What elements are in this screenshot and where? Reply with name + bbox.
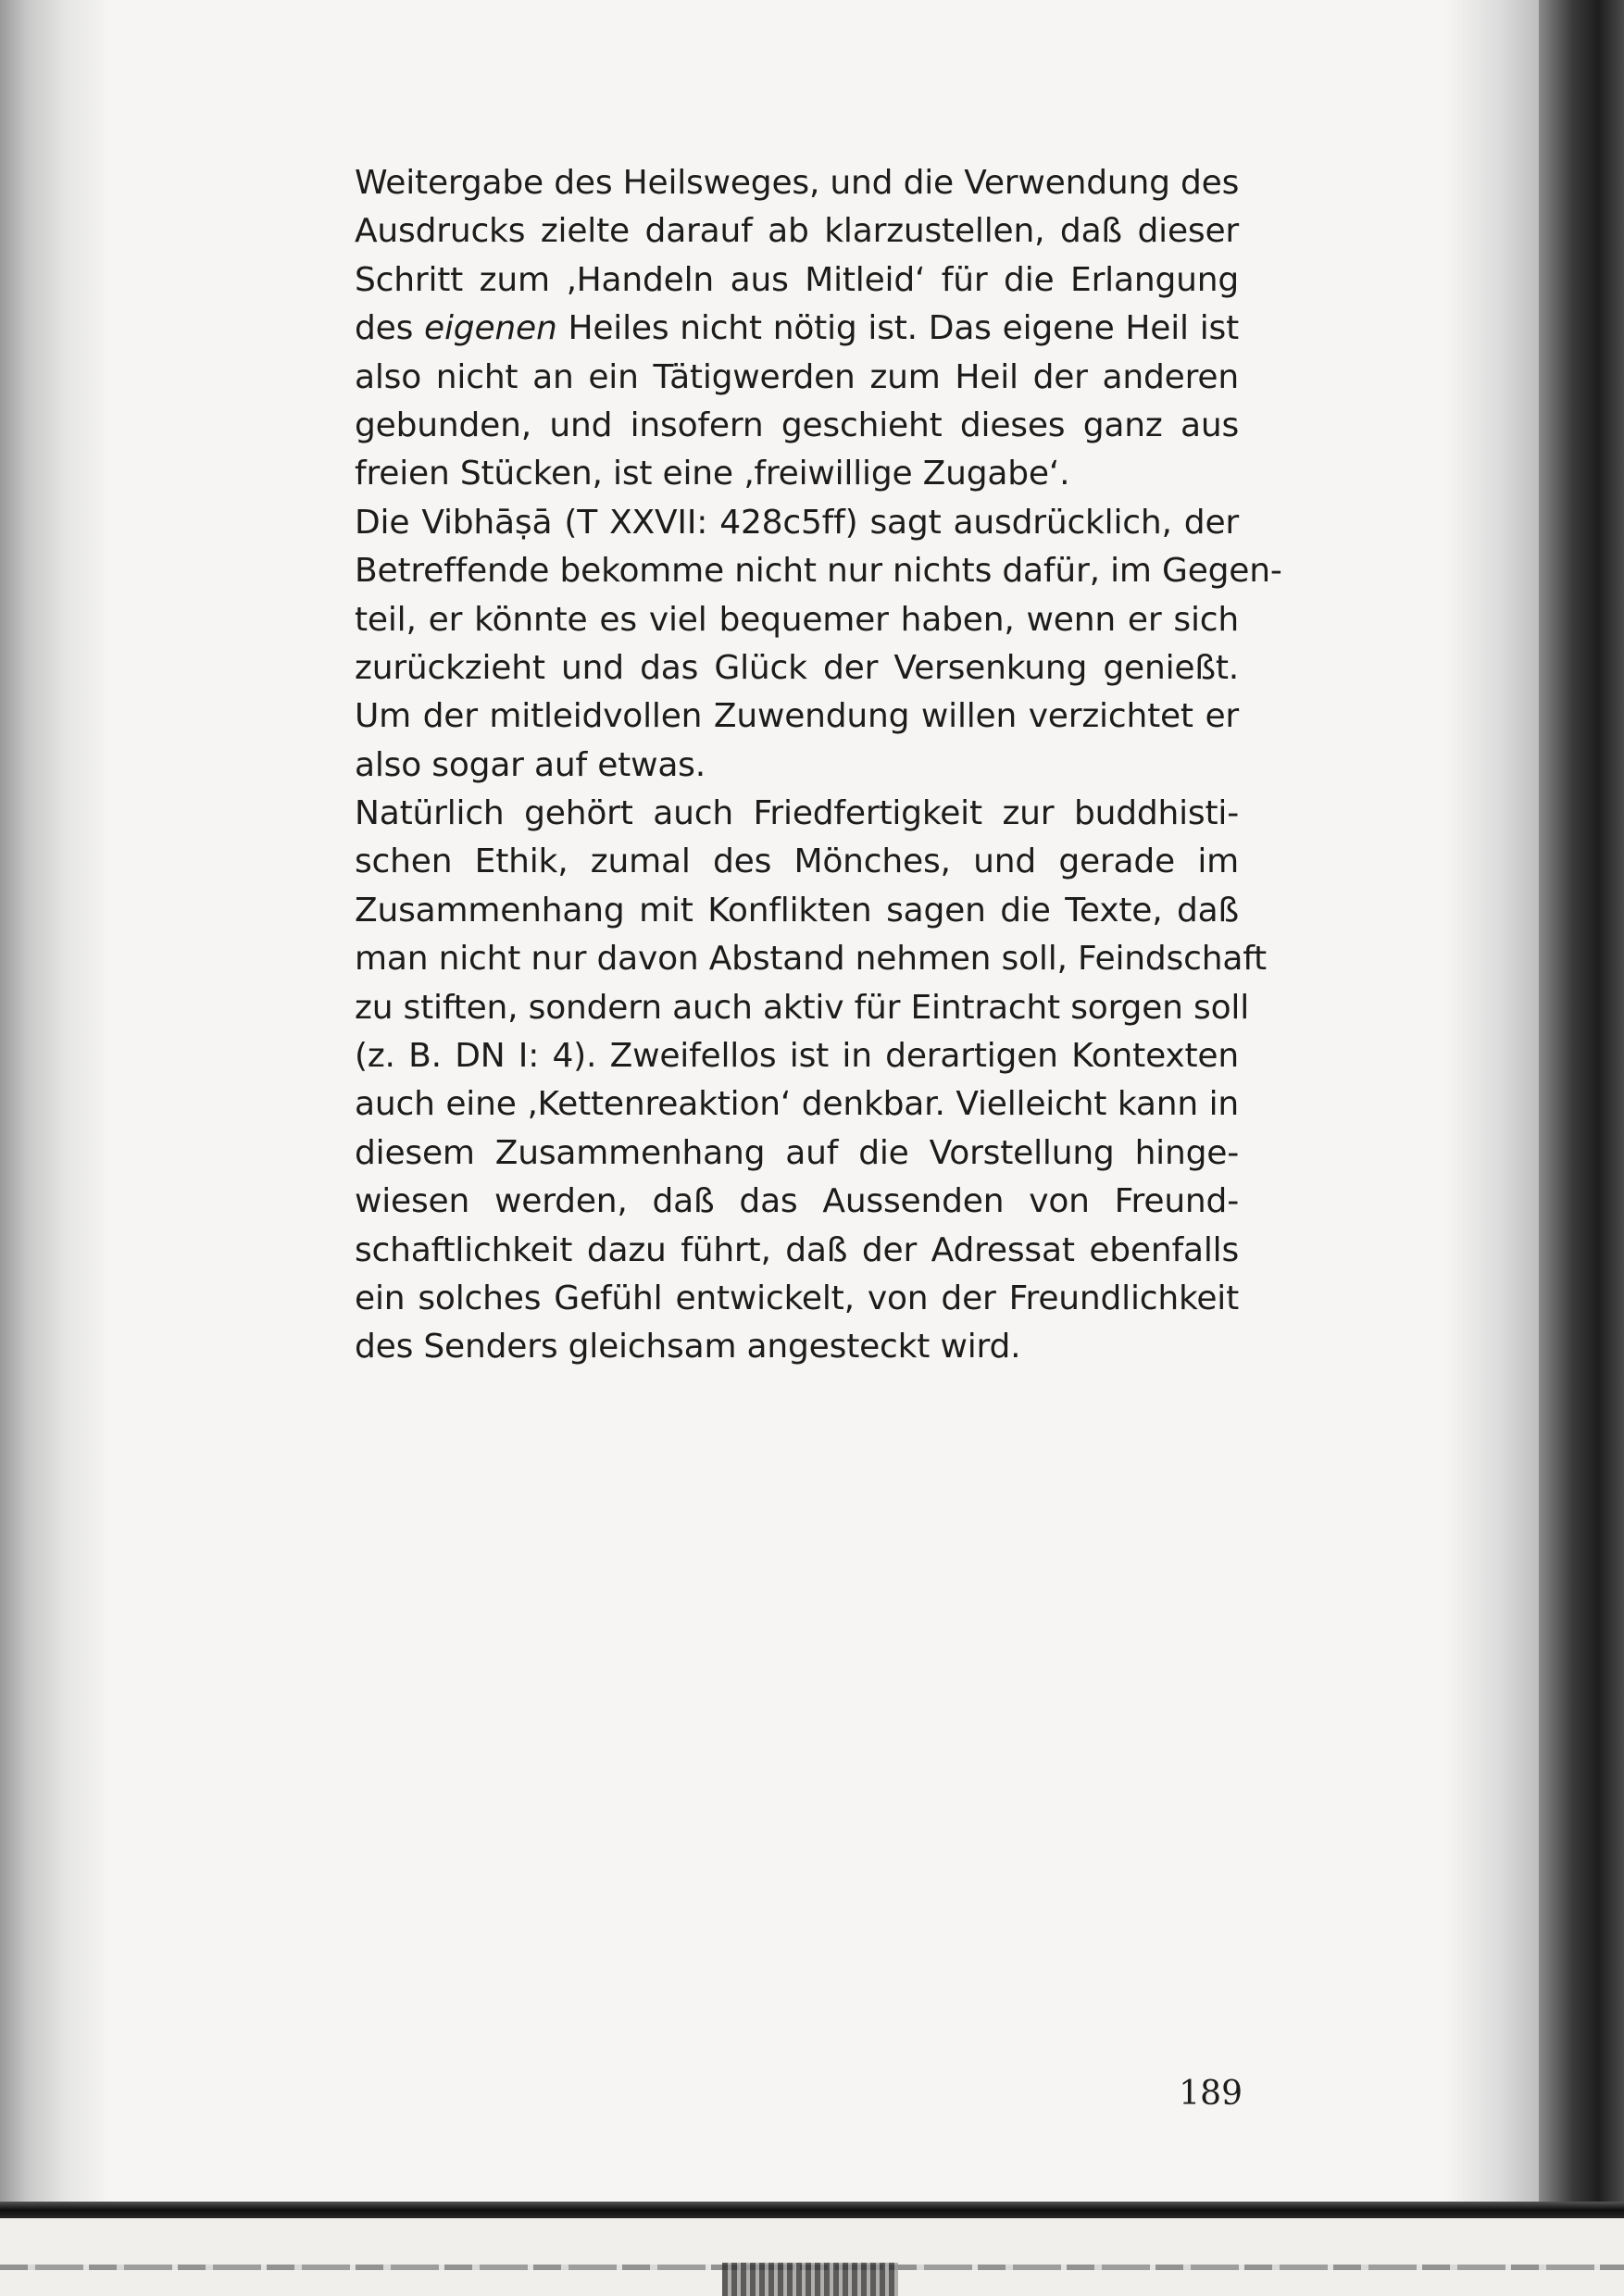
body-text <box>355 159 1282 1372</box>
text-line: gebunden, und insofern geschieht dieses ganz aus <box>355 406 1239 444</box>
text-line: Betreffende bekomme nicht nur nichts dafür, im Gegen- <box>355 552 1282 591</box>
text-line: schaftlichkeit dazu führt, daß der Adressat ebenfalls <box>355 1230 1239 1269</box>
text-line: Weitergabe des Heilsweges, und die Verwendung des <box>355 164 1240 202</box>
text-line: ein solches Gefühl entwickelt, von der Freundlichkeit <box>355 1279 1239 1317</box>
text-line: Zusammenhang mit Konflikten sagen die Texte, daß <box>355 891 1239 930</box>
text-segment: Heiles nicht nötig ist. Das eigene Heil ist <box>556 309 1239 348</box>
text-line: teil, er könnte es viel bequemer haben, wenn er sich <box>355 600 1239 639</box>
emphasized-word: eigenen <box>424 309 557 348</box>
right-edge-shadow <box>1444 0 1546 2213</box>
text-line: schen Ethik, zumal des Mönches, und gerade im <box>355 842 1239 881</box>
text-line: Natürlich gehört auch Friedfertigkeit zur buddhisti- <box>355 794 1239 833</box>
text-line: des Senders gleichsam angesteckt wird. <box>355 1328 1021 1366</box>
bottom-scan-block <box>722 2263 898 2296</box>
text-line: Schritt zum ‚Handeln aus Mitleid‘ für die Erlangung <box>355 260 1239 299</box>
bottom-scan-bar <box>0 2202 1624 2218</box>
text-line: wiesen werden, daß das Aussenden von Freund- <box>355 1182 1239 1221</box>
text-line: Die Vibhāṣā (T XXVII: 428c5ff) sagt ausdrücklich, der <box>355 503 1239 542</box>
text-line: zurückzieht und das Glück der Versenkung genießt. <box>355 648 1239 687</box>
right-book-edge <box>1539 0 1624 2213</box>
page-number: 189 <box>1179 2075 1243 2113</box>
text-line: Ausdrucks zielte darauf ab klarzustellen, daß dieser <box>355 212 1239 251</box>
text-line: Um der mitleidvollen Zuwendung willen verzichtet er <box>355 697 1239 736</box>
text-line: freien Stücken, ist eine ‚freiwillige Zugabe‘. <box>355 455 1070 493</box>
text-segment: des <box>355 309 425 348</box>
text-line: diesem Zusammenhang auf die Vorstellung hinge- <box>355 1133 1239 1172</box>
text-line: also sogar auf etwas. <box>355 745 706 784</box>
text-line <box>355 305 1239 353</box>
text-line: also nicht an ein Tätigwerden zum Heil der anderen <box>355 357 1239 396</box>
text-line: auch eine ‚Kettenreaktion‘ denkbar. Vielleicht kann in <box>355 1085 1239 1124</box>
left-gutter-shadow <box>0 0 111 2296</box>
text-line: (z. B. DN I: 4). Zweifellos ist in derartigen Kontexten <box>355 1037 1239 1076</box>
text-line: man nicht nur davon Abstand nehmen soll, Feindschaft <box>355 940 1267 979</box>
text-line: zu stiften, sondern auch aktiv für Eintracht sorgen soll <box>355 988 1250 1027</box>
